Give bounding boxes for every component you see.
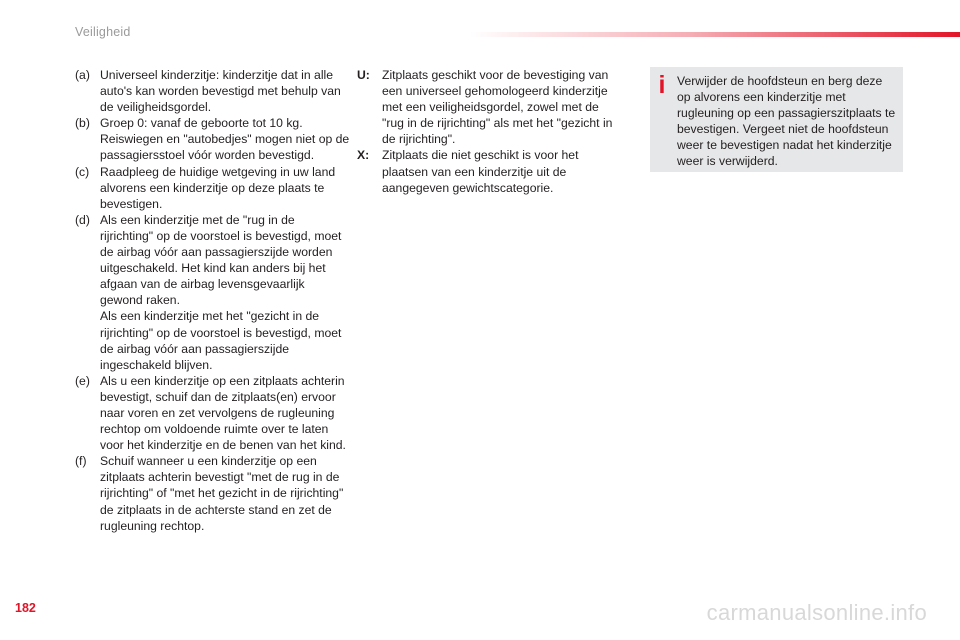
footnote-text: Als u een kinderzitje op een zitplaats achterin bevestigt, schuif dan de zitplaats(en) ervoor naar voren en zet vervolgens de rugleuning rechtop om voldoende ruimte over te laten voor het kinderzitje en de benen van het kind.: [100, 373, 346, 453]
watermark: carmanualsonline.info: [706, 600, 927, 625]
footnote-item: [75, 115, 350, 163]
footnote-item: [75, 453, 350, 533]
footnote-item: [75, 67, 350, 115]
legend-list: [357, 67, 619, 196]
footnote-item: [75, 164, 350, 212]
legend-marker: X:: [357, 148, 370, 163]
footnote-item: [75, 373, 350, 453]
legend-item: [357, 147, 619, 195]
footnote-text: Als een kinderzitje met de "rug in de rijrichting" op de voorstoel is bevestigd, moet de airbag vóór aan passagierszijde worden uitgeschakeld. Het kind kan anders bij het afgaan van de airbag levensgevaarlijk gewond raken.: [100, 212, 342, 308]
info-box: [650, 67, 903, 172]
footnote-item: [75, 212, 350, 373]
footnote-marker: (f): [75, 454, 87, 469]
footnote-text-continued: Als een kinderzitje met het "gezicht in de rijrichting" op de voorstoel is bevestigd, moet de airbag vóór aan passagierszijde ingeschakeld blijven.: [100, 309, 342, 372]
footnotes-list: [75, 67, 350, 534]
header-accent-bar: [470, 32, 960, 37]
legend-text: Zitplaats die niet geschikt is voor het plaatsen van een kinderzitje uit de aangegeven gewichtscategorie.: [382, 148, 579, 195]
legend-text: Zitplaats geschikt voor de bevestiging van een universeel gehomologeerd kinderzitje met een veiligheidsgordel, zowel met de "rug in de rijrichting" als met het "gezicht in de rijrichting".: [382, 68, 613, 147]
legend-marker: U:: [357, 68, 370, 82]
info-icon: i: [658, 71, 666, 99]
footnote-marker: (d): [75, 212, 90, 227]
footnote-text: Schuif wanneer u een kinderzitje op een zitplaats achterin bevestigt "met de rug in de rijrichting" of "met het gezicht in de rijrichting" de zitplaats in de achterste stand en zet de rugleuning rechtop.: [100, 454, 344, 533]
footnote-marker: (b): [75, 116, 90, 131]
footnote-text: Universeel kinderzitje: kinderzitje dat in alle auto's kan worden bevestigd met behulp van de veiligheidsgordel.: [100, 68, 341, 115]
footnote-text: Groep 0: vanaf de geboorte tot 10 kg. Reiswiegen en "autobedjes" mogen niet op de passagiersstoel vóór worden bevestigd.: [100, 116, 350, 163]
section-title: Veiligheid: [75, 25, 131, 39]
page-number: 182: [15, 601, 36, 615]
footnote-marker: (a): [75, 68, 90, 82]
footnote-marker: (e): [75, 373, 90, 388]
legend-item: [357, 67, 619, 147]
footnote-text: Raadpleeg de huidige wetgeving in uw land alvorens een kinderzitje op deze plaats te bevestigen.: [100, 164, 336, 211]
footnote-marker: (c): [75, 164, 90, 179]
info-text: Verwijder de hoofdsteun en berg deze op alvorens een kinderzitje met rugleuning op een passagierszitplaats te bevestigen. Vergeet niet de hoofdsteun weer te bevestigen nadat het kinderzitje weer is verwijderd.: [677, 74, 896, 169]
